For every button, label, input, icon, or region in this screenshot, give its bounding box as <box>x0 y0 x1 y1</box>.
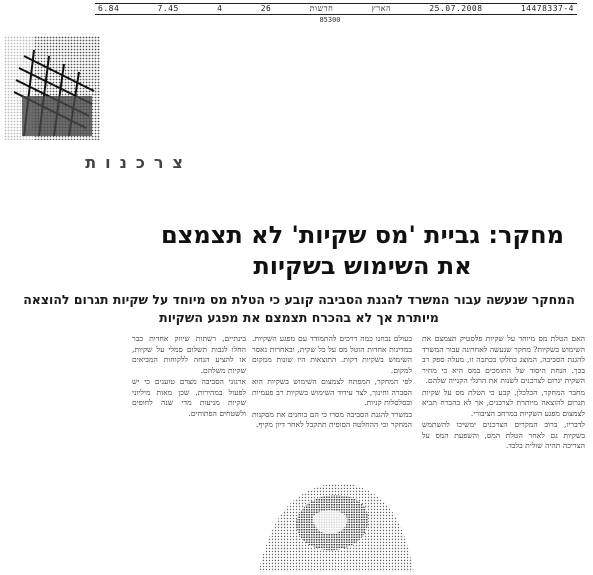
subheadline: המחקר שנעשה עבור המשרד להגנת הסביבה קובע כי הטלת מס מיוחד על שקיות תגרום להוצאה מיותרת אך לא בהכרח תצמצם את מפגע השקיות <box>23 292 575 325</box>
shopping-carts-image <box>4 36 100 140</box>
meta-date: 25.07.2008 <box>429 4 483 13</box>
meta-clip-id: 14478337-4 <box>520 4 574 13</box>
paragraph: האם הטלת מס מיוחד על שקיות פלסטיק תצמצם את השימוש בשקיות? מחקר שנעשה לאחרונה עבור המשרד להגנת הסביבה, המוצג בחלקו בכתבה זו, מעלה ספק רב בכך. הנחת היסוד של התומכים במס היא כי מחיר השקית יגרום לצרכנים לשנות את הרגלי הקנייה שלהם. <box>422 334 585 385</box>
paragraph: לדבריו, ברוב המקרים הצרכנים ימשיכו להשתמש בשקיות גם לאחר הטלת המס, והשפעת המס על הצריכה תהיה שולית בלבד. <box>422 420 585 450</box>
headline: מחקר: גביית 'מס שקיות' לא תצמצם את השימוש בשקיות <box>161 221 564 280</box>
meta-field-4: 26 <box>260 4 272 13</box>
paragraph: לפי המחקר, המפתח לצמצום השימוש בשקיות הוא הסברה וחינוך, לצד עידוד השימוש בשקיות רב פעמיות ובסלסלות קניות. <box>252 377 412 407</box>
section-label: צרכנות <box>85 153 192 172</box>
paragraph: בינתיים, רשתות שיווק אחדות כבר החלו לגבות תשלום סמלי על שקיות, או להציע הנחה ללקוחות המביאים שקיות משלהם. <box>132 334 246 375</box>
clipping-meta-bar <box>95 3 577 15</box>
section-photo <box>4 36 100 140</box>
paragraph: במשרד להגנת הסביבה מסרו כי הם בוחנים את מסקנות המחקר וכי ההחלטה הסופית תתקבל לאחר דיון מקיף. <box>252 409 412 429</box>
meta-field-2: 7.45 <box>157 4 179 13</box>
meta-publication: הארץ <box>371 4 392 13</box>
paragraph: ארגוני הסביבה מצדם טוענים כי יש לפעול במהירות, שכן מאות מיליוני שקיות מגיעות מדי שנה לחופים ולשטחים הפתוחים. <box>132 377 246 418</box>
article-column-right <box>422 334 585 572</box>
plastic-bag-image <box>238 436 414 572</box>
article-photo <box>238 436 414 572</box>
meta-section: חדשות <box>309 4 334 13</box>
article-column-left <box>132 334 246 572</box>
meta-code: 85300 <box>319 16 341 24</box>
meta-field-3: 4 <box>217 4 223 13</box>
meta-field-1: 6.84 <box>98 4 120 13</box>
paragraph: מחבר המחקר, הכלכלן, קבע כי הטלת מס על שקיות תגרום להוצאה מיותרת לצרכנים, אך לא בהכרח תביא לצמצום מפגע השקיות במרחב הציבורי. <box>422 387 585 418</box>
paragraph: בעולם נבחנו כמה דרכים להתמודד עם מפגע השקיות. במדינות אחדות הוטל מס על כל שקית, ובאחרות נאסר השימוש בשקיות דקות. התוצאות היו שונות ממקום למקום. <box>252 334 412 375</box>
